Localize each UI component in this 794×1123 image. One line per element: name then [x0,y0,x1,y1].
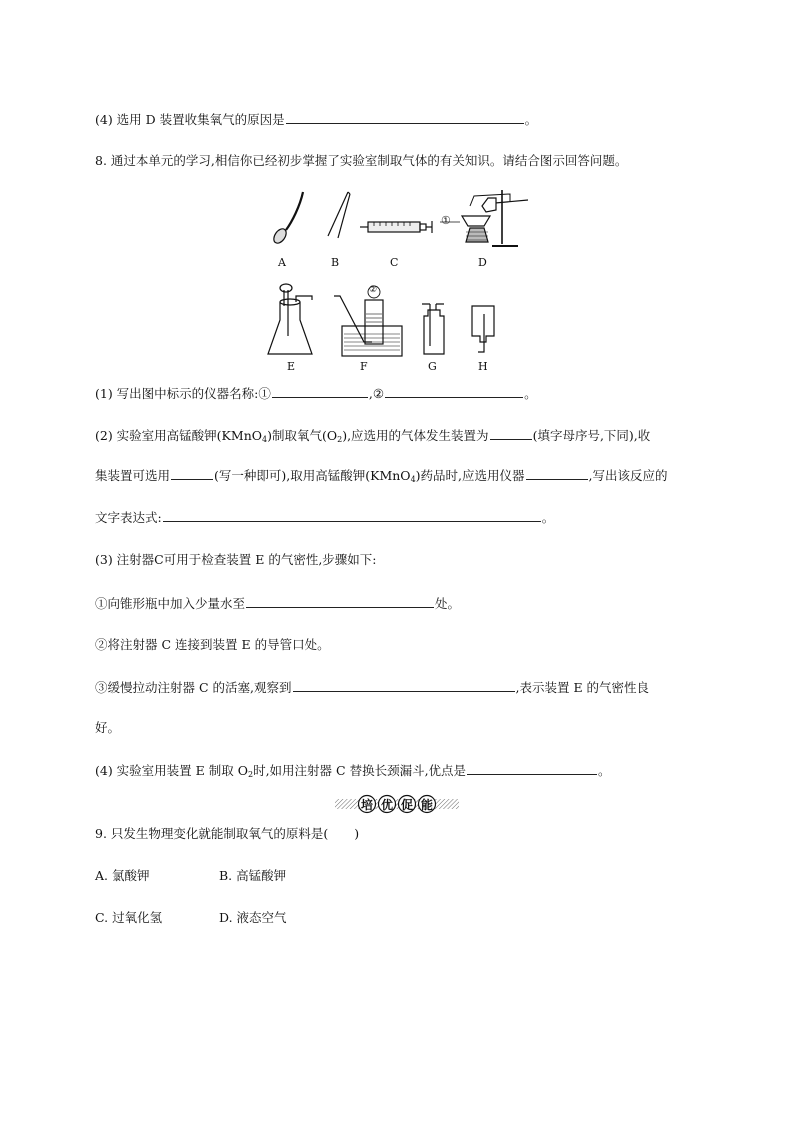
text: )制取氧气(O [267,428,338,443]
answer-blank-1[interactable] [272,384,368,398]
q8-p1-mid: ,② [368,386,385,401]
banner-char-3: 促 [401,798,414,812]
q8-p1-suffix: 。 [524,386,537,401]
q8-p2-line2 [95,466,668,489]
q8-p3-step3 [95,678,649,697]
q9-option-A[interactable]: A. 氯酸钾 [95,868,150,883]
syringe-icon [360,221,432,233]
mark-2: ② [369,285,378,295]
label-C: C [390,256,399,269]
text: ③缓慢拉动注射器 C 的活塞,观察到 [95,680,292,695]
mark-1: ① [441,214,451,227]
answer-blank[interactable] [163,508,541,522]
answer-blank[interactable] [526,466,588,480]
conical-flask-icon [268,284,312,354]
label-A: A [278,256,286,269]
q9-stem-end: ) [354,826,360,841]
q8-p3-stem: (3) 注射器C可用于检查装置 E 的气密性,步骤如下: [95,552,377,567]
text: 处。 [435,596,461,611]
label-D: D [478,256,487,269]
label-H: H [478,360,488,373]
subscript: 2 [247,770,254,779]
text: 。 [598,763,611,778]
label-B: B [331,256,340,269]
q8-stem: 8. 通过本单元的学习,相信你已经初步掌握了实验室制取气体的有关知识。请结合图示回答问题。 [95,153,628,168]
label-F: F [360,360,368,373]
banner-char-2: 优 [381,798,394,812]
water-trough-icon [334,286,402,356]
text: 。 [541,510,555,525]
text: 时,如用注射器 C 替换长颈漏斗,优点是 [253,763,467,778]
q9-stem-text: 9. 只发生物理变化就能制取氧气的原料是( [95,826,329,841]
text: 集装置可选用 [95,468,171,483]
q4-prev-line [95,110,537,129]
gas-bottle-icon [422,304,444,354]
subscript: 2 [337,435,343,444]
text: (填字母序号,下同),收 [532,428,651,443]
q4-prev-suffix: 。 [524,112,538,127]
q8-p4 [95,761,611,784]
spoon-icon [271,192,303,245]
label-E: E [287,360,296,373]
subscript: 4 [410,475,416,484]
answer-blank[interactable] [246,594,434,608]
answer-blank[interactable] [490,426,532,440]
q8-p3-step3-cont: 好。 [95,720,121,735]
text: (写一种即可),取用高锰酸钾(KMnO [214,468,411,483]
text: 文字表达式: [95,510,162,525]
q4-prev-text: (4) 选用 D 装置收集氧气的原因是 [95,112,285,127]
answer-blank-2[interactable] [385,384,523,398]
answer-blank[interactable] [293,678,515,692]
text: ),应选用的气体发生装置为 [342,428,489,443]
tweezers-icon [328,192,350,238]
subscript: 4 [262,435,268,444]
q9-option-C[interactable]: C. 过氧化氢 [95,910,163,925]
section-banner [335,794,459,814]
answer-blank[interactable] [467,761,597,775]
q9-option-D[interactable]: D. 液态空气 [219,910,287,925]
q8-p2-line3 [95,508,554,527]
q8-p3-step1 [95,594,460,613]
answer-blank[interactable] [171,466,213,480]
answer-blank[interactable] [286,110,524,124]
q9-stem [95,825,359,843]
q8-p3-step2: ②将注射器 C 连接到装置 E 的导管口处。 [95,637,330,652]
apparatus-figure [260,186,540,376]
banner-stripes [335,794,459,814]
label-G: G [428,360,437,373]
q8-p1-text: (1) 写出图中标示的仪器名称:① [95,386,271,401]
text: ①向锥形瓶中加入少量水至 [95,596,246,611]
text: ,表示装置 E 的气密性良 [515,680,650,695]
text: (2) 实验室用高锰酸钾(KMnO [95,428,262,443]
text: (4) 实验室用装置 E 制取 O [95,763,248,778]
inverted-bottle-icon [472,306,494,352]
banner-char-1: 培 [361,798,374,812]
q8-p1 [95,384,537,403]
banner-char-4: 能 [421,798,434,812]
text: ,写出该反应的 [588,468,668,483]
q9-option-B[interactable]: B. 高锰酸钾 [219,868,287,883]
q8-p2-line1 [95,426,650,449]
heating-apparatus-icon [440,190,528,246]
text: )药品时,应选用仪器 [415,468,525,483]
